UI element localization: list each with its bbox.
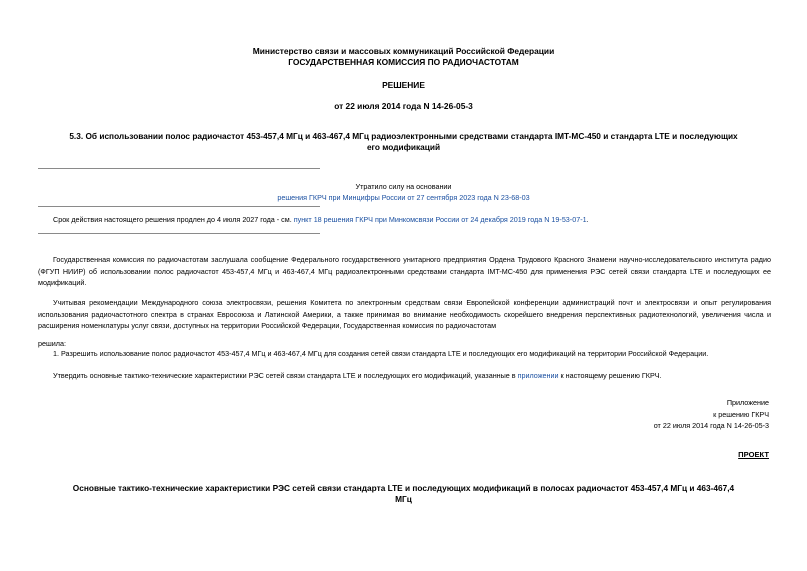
appendix-to-decision: к решению ГКРЧ [713, 410, 769, 419]
document-type: РЕШЕНИЕ [382, 80, 425, 90]
document-date-number: от 22 июля 2014 года N 14-26-05-3 [334, 101, 473, 111]
paragraph-considering: Учитывая рекомендации Международного союза электросвязи, решения Комитета по электронным средствам связи Европейской конференции администраций почт и электросвязи и опыт регулирования использования радиочастотного спектра в странах Евросоюза и Латинской Америки, а также принимая во внимание необходимость скорейшего внедрения перспективных радиотехнологий, увеличения числа и расширения номенклатуры услуг связи, доступных на территории Российской Федерации, Государственная комиссия по радиочастотам [38, 298, 771, 331]
document-title-line1: 5.3. Об использовании полос радиочастот 453-457,4 МГц и 463-467,4 МГц радиоэлектронными средствами стандарта IMT-MC-450 и стандарта LTE и последующих [69, 131, 738, 141]
paragraph-hearing: Государственная комиссия по радиочастотам заслушала сообщение Федерального государственного унитарного предприятия Ордена Трудового Красного Знамени научно-исследовательского института радио (ФГУП НИИР) об использовании полос радиочастот 453-457,4 МГц и 463-467,4 МГц радиоэлектронными средствами стандарта IMT-MC-450 для применения РЭС сетей связи стандарта LTE и последующих ее модификаций. [38, 255, 771, 288]
appendix-title-line1: Основные тактико-технические характеристики РЭС сетей связи стандарта LTE и последующих модификаций в полосах радиочастот 453-457,4 МГц и 463-467,4 [72, 483, 735, 493]
expired-label: Утратило силу на основании [355, 182, 452, 191]
expired-link[interactable]: решения ГКРЧ при Минцифры России от 27 сентября 2023 года N 23-68-03 [277, 193, 530, 202]
commission-heading: ГОСУДАРСТВЕННАЯ КОМИССИЯ ПО РАДИОЧАСТОТАМ [288, 57, 519, 67]
appendix-link[interactable]: приложении [517, 371, 559, 380]
divider [38, 168, 320, 169]
ministry-heading: Министерство связи и массовых коммуникаций Российской Федерации [252, 46, 555, 56]
approve-paragraph: Утвердить основные тактико-технические характеристики РЭС сетей связи стандарта LTE и последующих его модификаций, указанные в приложении к настоящему решению ГКРЧ. [53, 371, 662, 380]
appendix-label: Приложение [726, 398, 769, 407]
draft-label: ПРОЕКТ [738, 450, 769, 459]
appendix-title-line2: МГц [395, 494, 412, 504]
validity-link[interactable]: пункт 18 решения ГКРЧ при Минкомсвязи России от 24 декабря 2019 года N 19-53-07-1 [293, 215, 587, 224]
decision-item-1: 1. Разрешить использование полос радиочастот 453-457,4 МГц и 463-467,4 МГц для создания сетей связи стандарта LTE и последующих его модификаций на территории Российской Федерации. [53, 349, 709, 358]
divider [38, 233, 320, 234]
divider [38, 206, 320, 207]
validity-note: Срок действия настоящего решения продлен до 4 июля 2027 года - см. пункт 18 решения ГКРЧ при Минкомсвязи России от 24 декабря 2019 года N 19-53-07-1. [53, 215, 589, 224]
decided-label: решила: [38, 339, 66, 348]
document-title-line2: его модификаций [366, 142, 441, 152]
appendix-date-number: от 22 июля 2014 года N 14-26-05-3 [653, 421, 769, 430]
